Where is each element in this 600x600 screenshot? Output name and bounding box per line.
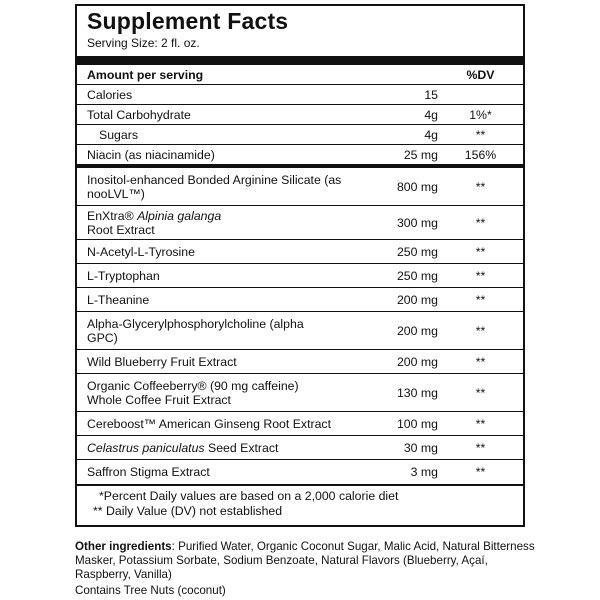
ingredient-row: EnXtra® Alpinia galanga Root Extract 300 mg ** — [77, 206, 523, 240]
divider-thick — [77, 56, 523, 65]
panel-title: Supplement Facts — [87, 8, 289, 34]
footnote-dv-not-established: ** Daily Value (DV) not established — [93, 504, 283, 518]
ingredient-row: Organic Coffeeberry® (90 mg caffeine) Whole Coffee Fruit Extract 130 mg ** — [77, 374, 523, 412]
ingredient-row: Saffron Stigma Extract 3 mg ** — [87, 465, 486, 479]
ingredient-row: Inositol-enhanced Bonded Arginine Silicate (as nooLVL™) 800 mg ** — [77, 168, 523, 206]
ingredient-row: N-Acetyl-L-Tyrosine 250 mg ** — [77, 240, 523, 264]
footnote-dv: *Percent Daily values are based on a 2,000 calorie diet — [99, 489, 399, 503]
nutrient-row: Sugars 4g ** — [77, 125, 523, 145]
nutrient-row: Total Carbohydrate 4g 1%* — [77, 105, 523, 125]
dv-header: %DV — [466, 67, 495, 82]
footnotes — [77, 484, 523, 525]
other-ingredients-text: : Purified Water, Organic Coconut Sugar, Malic Acid, Natural Bitterness Masker, Potassium Sorbate, Sodium Benzoate, Natural Flavors (Blueberry, Açaí, Raspberry, Vanilla) — [75, 540, 535, 581]
ingredient-row: Alpha-Glycerylphosphorylcholine (alpha GPC) 200 mg ** — [77, 312, 523, 350]
ingredient-row: Cereboost™ American Ginseng Root Extract 100 mg ** — [77, 412, 523, 436]
other-ingredients — [75, 540, 535, 582]
ingredient-row: Celastrus paniculatus Seed Extract 30 mg ** — [77, 436, 523, 460]
nutrient-row: Niacin (as niacinamide) 25 mg 156% — [87, 147, 497, 162]
ingredient-row: Wild Blueberry Fruit Extract 200 mg ** — [77, 350, 523, 374]
allergen-statement: Contains Tree Nuts (coconut) — [75, 584, 226, 597]
nutrient-row: Calories 15 — [77, 85, 523, 105]
ingredient-row: L-Tryptophan 250 mg ** — [77, 264, 523, 288]
header-row — [77, 65, 523, 85]
supplement-facts-panel — [75, 4, 525, 527]
amount-per-serving-label: Amount per serving — [87, 67, 204, 82]
ingredient-row: L-Theanine 200 mg ** — [77, 288, 523, 312]
serving-size: Serving Size: 2 fl. oz. — [87, 36, 200, 50]
other-ingredients-label: Other ingredients — [75, 540, 172, 553]
